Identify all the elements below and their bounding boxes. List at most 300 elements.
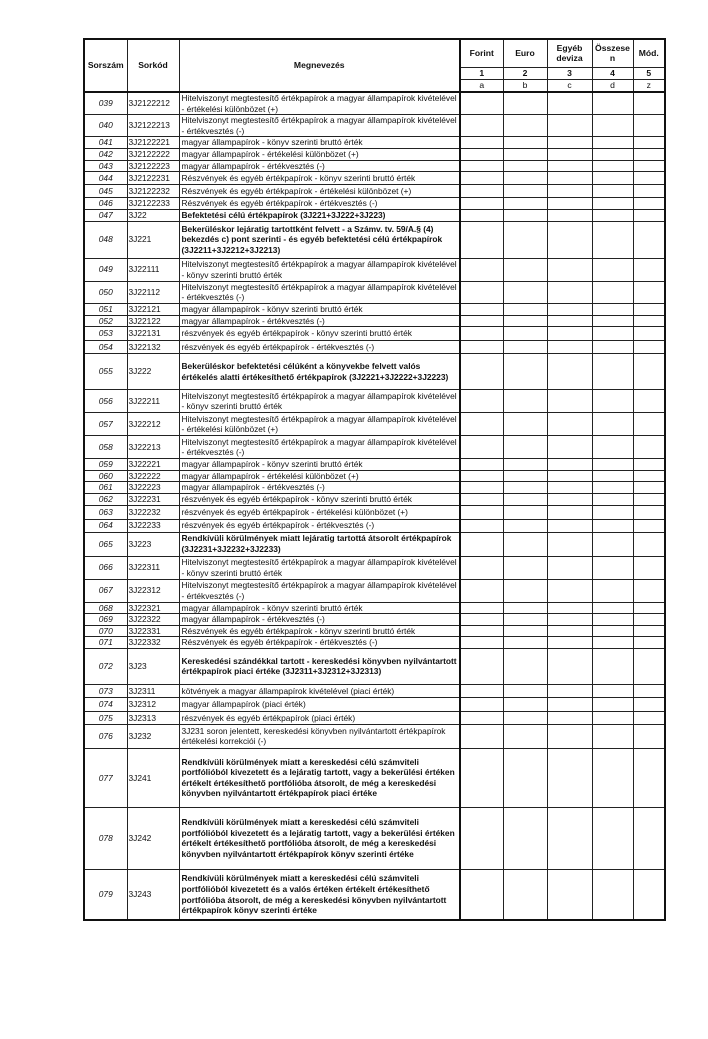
- row-name: Hitelviszonyt megtestesítő értékpapírok a magyar állampapírok kivételével - értékelési különbözet (+): [179, 413, 460, 436]
- cell-forint: [460, 505, 503, 519]
- cell-euro: [503, 354, 547, 390]
- cell-osszesen: [592, 258, 633, 281]
- row-number: 042: [84, 148, 127, 160]
- table-row: [84, 221, 665, 258]
- cell-forint: [460, 172, 503, 185]
- cell-forint: [460, 303, 503, 315]
- row-number: 071: [84, 637, 127, 649]
- cell-osszesen: [592, 413, 633, 436]
- cell-forint: [460, 198, 503, 210]
- row-code: 3J2313: [127, 711, 179, 724]
- header-sorkod: Sorkód: [127, 39, 179, 92]
- row-number: 064: [84, 519, 127, 532]
- cell-egyeb-deviza: [547, 505, 592, 519]
- table-row: [84, 327, 665, 341]
- row-number: 066: [84, 556, 127, 579]
- cell-osszesen: [592, 221, 633, 258]
- cell-forint: [460, 209, 503, 221]
- row-code: 3J222: [127, 354, 179, 390]
- row-number: 062: [84, 493, 127, 505]
- cell-mod: [633, 137, 665, 149]
- cell-osszesen: [592, 579, 633, 602]
- cell-mod: [633, 493, 665, 505]
- table-row: [84, 579, 665, 602]
- table-row: [84, 697, 665, 711]
- table-row: [84, 556, 665, 579]
- row-name: Rendkívüli körülmények miatt a kereskedési célú számviteli portfólióból kivezetett és a valós értéken értékelt értékesíthető portfólióba átsorolt, de még a kereskedési könyvben nyilvántartott értékpapírok könyv szerinti értéke: [179, 869, 460, 920]
- row-name: Rendkívüli körülmények miatt a kereskedési célú számviteli portfólióból kivezetett és a lejáratig tartott, vagy a bekerülési értéken értékelt értékesíthető portfólióba átsorolt, de még a kereskedési könyvben nyilvántartott értékpapírok könyv szerinti értéke: [179, 807, 460, 869]
- row-code: 3J22211: [127, 390, 179, 413]
- row-code: 3J22131: [127, 327, 179, 341]
- row-code: 3J2311: [127, 684, 179, 697]
- row-name: Hitelviszonyt megtestesítő értékpapírok a magyar állampapírok kivételével - értékelési különbözet (+): [179, 92, 460, 115]
- cell-forint: [460, 390, 503, 413]
- cell-osszesen: [592, 637, 633, 649]
- cell-mod: [633, 556, 665, 579]
- table-row: [84, 602, 665, 614]
- row-name: Hitelviszonyt megtestesítő értékpapírok a magyar állampapírok kivételével - könyv szerinti bruttó érték: [179, 556, 460, 579]
- cell-egyeb-deviza: [547, 697, 592, 711]
- cell-osszesen: [592, 556, 633, 579]
- cell-mod: [633, 724, 665, 748]
- cell-forint: [460, 519, 503, 532]
- cell-egyeb-deviza: [547, 532, 592, 556]
- row-name: Részvények és egyéb értékpapírok - értékelési különbözet (+): [179, 185, 460, 198]
- row-number: 046: [84, 198, 127, 210]
- cell-osszesen: [592, 684, 633, 697]
- header-letter-b: b: [503, 79, 547, 92]
- cell-mod: [633, 185, 665, 198]
- row-number: 059: [84, 459, 127, 471]
- header-megnevezes: Megnevezés: [179, 39, 460, 92]
- cell-mod: [633, 92, 665, 115]
- cell-euro: [503, 413, 547, 436]
- row-code: 3J22: [127, 209, 179, 221]
- cell-osszesen: [592, 327, 633, 341]
- table-row: [84, 505, 665, 519]
- cell-mod: [633, 303, 665, 315]
- cell-osszesen: [592, 459, 633, 471]
- cell-osszesen: [592, 92, 633, 115]
- row-name: magyar állampapírok - értékvesztés (-): [179, 315, 460, 327]
- cell-mod: [633, 341, 665, 354]
- cell-osszesen: [592, 172, 633, 185]
- row-code: 3J2122221: [127, 137, 179, 149]
- cell-mod: [633, 869, 665, 920]
- cell-osszesen: [592, 748, 633, 807]
- cell-euro: [503, 711, 547, 724]
- cell-osszesen: [592, 505, 633, 519]
- cell-forint: [460, 137, 503, 149]
- cell-forint: [460, 684, 503, 697]
- cell-egyeb-deviza: [547, 556, 592, 579]
- cell-egyeb-deviza: [547, 459, 592, 471]
- table-row: [84, 92, 665, 115]
- row-code: 3J22212: [127, 413, 179, 436]
- cell-osszesen: [592, 697, 633, 711]
- cell-osszesen: [592, 614, 633, 626]
- row-name: Részvények és egyéb értékpapírok - könyv szerinti bruttó érték: [179, 172, 460, 185]
- table-row: [84, 724, 665, 748]
- cell-euro: [503, 198, 547, 210]
- cell-euro: [503, 327, 547, 341]
- cell-mod: [633, 221, 665, 258]
- cell-egyeb-deviza: [547, 625, 592, 637]
- row-number: 053: [84, 327, 127, 341]
- row-code: 3J22222: [127, 470, 179, 482]
- cell-euro: [503, 303, 547, 315]
- table-row: [84, 436, 665, 459]
- row-name: Részvények és egyéb értékpapírok - értékvesztés (-): [179, 637, 460, 649]
- header-num-3: 3: [547, 67, 592, 79]
- table-row: [84, 115, 665, 137]
- row-number: 054: [84, 341, 127, 354]
- row-code: 3J2122222: [127, 148, 179, 160]
- cell-egyeb-deviza: [547, 519, 592, 532]
- cell-osszesen: [592, 602, 633, 614]
- row-number: 055: [84, 354, 127, 390]
- row-number: 058: [84, 436, 127, 459]
- cell-egyeb-deviza: [547, 579, 592, 602]
- cell-osszesen: [592, 869, 633, 920]
- cell-osszesen: [592, 493, 633, 505]
- row-name: részvények és egyéb értékpapírok - értékvesztés (-): [179, 341, 460, 354]
- table-row: [84, 470, 665, 482]
- cell-euro: [503, 748, 547, 807]
- row-code: 3J22111: [127, 258, 179, 281]
- cell-forint: [460, 281, 503, 303]
- row-number: 060: [84, 470, 127, 482]
- cell-mod: [633, 327, 665, 341]
- cell-forint: [460, 648, 503, 684]
- row-name: magyar állampapírok - értékvesztés (-): [179, 160, 460, 172]
- cell-euro: [503, 869, 547, 920]
- row-code: 3J22312: [127, 579, 179, 602]
- cell-euro: [503, 185, 547, 198]
- row-code: 3J223: [127, 532, 179, 556]
- row-code: 3J221: [127, 221, 179, 258]
- row-number: 049: [84, 258, 127, 281]
- cell-egyeb-deviza: [547, 341, 592, 354]
- cell-forint: [460, 532, 503, 556]
- row-name: részvények és egyéb értékpapírok - könyv szerinti bruttó érték: [179, 327, 460, 341]
- row-number: 056: [84, 390, 127, 413]
- row-name: Kereskedési szándékkal tartott - kereskedési könyvben nyilvántartott értékpapírok piaci értéke (3J2311+3J2312+3J2313): [179, 648, 460, 684]
- row-number: 040: [84, 115, 127, 137]
- cell-egyeb-deviza: [547, 221, 592, 258]
- cell-mod: [633, 160, 665, 172]
- cell-forint: [460, 115, 503, 137]
- table-row: [84, 258, 665, 281]
- cell-mod: [633, 637, 665, 649]
- row-name: Hitelviszonyt megtestesítő értékpapírok a magyar állampapírok kivételével - értékvesztés (-): [179, 115, 460, 137]
- row-number: 070: [84, 625, 127, 637]
- cell-egyeb-deviza: [547, 315, 592, 327]
- row-code: 3J2122223: [127, 160, 179, 172]
- cell-forint: [460, 637, 503, 649]
- row-name: magyar állampapírok - könyv szerinti bruttó érték: [179, 602, 460, 614]
- cell-euro: [503, 482, 547, 494]
- cell-egyeb-deviza: [547, 327, 592, 341]
- table-row: [84, 519, 665, 532]
- row-name: magyar állampapírok - értékelési különbözet (+): [179, 148, 460, 160]
- cell-egyeb-deviza: [547, 470, 592, 482]
- cell-mod: [633, 697, 665, 711]
- cell-egyeb-deviza: [547, 711, 592, 724]
- cell-forint: [460, 711, 503, 724]
- row-name: Hitelviszonyt megtestesítő értékpapírok a magyar állampapírok kivételével - könyv szerinti bruttó érték: [179, 258, 460, 281]
- cell-forint: [460, 92, 503, 115]
- row-number: 074: [84, 697, 127, 711]
- cell-forint: [460, 258, 503, 281]
- row-code: 3J2122212: [127, 92, 179, 115]
- cell-osszesen: [592, 519, 633, 532]
- table-row: [84, 482, 665, 494]
- cell-forint: [460, 869, 503, 920]
- cell-egyeb-deviza: [547, 648, 592, 684]
- cell-forint: [460, 315, 503, 327]
- cell-forint: [460, 724, 503, 748]
- cell-euro: [503, 341, 547, 354]
- cell-egyeb-deviza: [547, 390, 592, 413]
- table-row: [84, 614, 665, 626]
- cell-forint: [460, 807, 503, 869]
- row-code: 3J2122232: [127, 185, 179, 198]
- row-number: 047: [84, 209, 127, 221]
- cell-egyeb-deviza: [547, 684, 592, 697]
- header-egyeb-deviza: Egyéb deviza: [547, 39, 592, 67]
- table-row: [84, 315, 665, 327]
- cell-forint: [460, 148, 503, 160]
- cell-osszesen: [592, 711, 633, 724]
- cell-egyeb-deviza: [547, 92, 592, 115]
- row-number: 067: [84, 579, 127, 602]
- table-row: [84, 148, 665, 160]
- table-row: [84, 160, 665, 172]
- cell-egyeb-deviza: [547, 807, 592, 869]
- cell-egyeb-deviza: [547, 198, 592, 210]
- row-number: 073: [84, 684, 127, 697]
- cell-osszesen: [592, 341, 633, 354]
- table-row: [84, 354, 665, 390]
- cell-forint: [460, 341, 503, 354]
- row-number: 061: [84, 482, 127, 494]
- cell-mod: [633, 281, 665, 303]
- row-code: 3J22322: [127, 614, 179, 626]
- row-code: 3J242: [127, 807, 179, 869]
- cell-forint: [460, 160, 503, 172]
- cell-mod: [633, 579, 665, 602]
- row-number: 065: [84, 532, 127, 556]
- cell-mod: [633, 354, 665, 390]
- cell-mod: [633, 390, 665, 413]
- cell-euro: [503, 807, 547, 869]
- row-name: magyar állampapírok - értékvesztés (-): [179, 614, 460, 626]
- cell-egyeb-deviza: [547, 115, 592, 137]
- cell-euro: [503, 637, 547, 649]
- row-name: részvények és egyéb értékpapírok (piaci érték): [179, 711, 460, 724]
- cell-egyeb-deviza: [547, 354, 592, 390]
- cell-mod: [633, 614, 665, 626]
- cell-mod: [633, 413, 665, 436]
- cell-forint: [460, 185, 503, 198]
- cell-mod: [633, 532, 665, 556]
- row-number: 045: [84, 185, 127, 198]
- row-code: 3J22121: [127, 303, 179, 315]
- cell-euro: [503, 281, 547, 303]
- cell-euro: [503, 137, 547, 149]
- cell-egyeb-deviza: [547, 748, 592, 807]
- cell-osszesen: [592, 625, 633, 637]
- row-code: 3J2122233: [127, 198, 179, 210]
- row-code: 3J22233: [127, 519, 179, 532]
- cell-mod: [633, 648, 665, 684]
- cell-osszesen: [592, 198, 633, 210]
- row-name: részvények és egyéb értékpapírok - értékelési különbözet (+): [179, 505, 460, 519]
- row-name: magyar állampapírok - könyv szerinti bruttó érték: [179, 303, 460, 315]
- row-code: 3J22132: [127, 341, 179, 354]
- cell-mod: [633, 505, 665, 519]
- header-num-5: 5: [633, 67, 665, 79]
- header-forint: Forint: [460, 39, 503, 67]
- cell-egyeb-deviza: [547, 869, 592, 920]
- table-row: [84, 303, 665, 315]
- cell-mod: [633, 315, 665, 327]
- header-euro: Euro: [503, 39, 547, 67]
- cell-euro: [503, 258, 547, 281]
- cell-euro: [503, 172, 547, 185]
- table-row: [84, 281, 665, 303]
- cell-egyeb-deviza: [547, 724, 592, 748]
- cell-osszesen: [592, 137, 633, 149]
- row-name: Hitelviszonyt megtestesítő értékpapírok a magyar állampapírok kivételével - értékvesztés (-): [179, 579, 460, 602]
- cell-egyeb-deviza: [547, 493, 592, 505]
- table-row: [84, 341, 665, 354]
- table-row: [84, 869, 665, 920]
- row-name: Befektetési célú értékpapírok (3J221+3J222+3J223): [179, 209, 460, 221]
- table-row: [84, 209, 665, 221]
- cell-mod: [633, 258, 665, 281]
- cell-egyeb-deviza: [547, 482, 592, 494]
- row-code: 3J22122: [127, 315, 179, 327]
- row-number: 069: [84, 614, 127, 626]
- cell-forint: [460, 459, 503, 471]
- cell-euro: [503, 505, 547, 519]
- table-row: [84, 532, 665, 556]
- row-number: 076: [84, 724, 127, 748]
- cell-euro: [503, 209, 547, 221]
- table-row: [84, 413, 665, 436]
- row-code: 3J22311: [127, 556, 179, 579]
- cell-mod: [633, 519, 665, 532]
- cell-forint: [460, 614, 503, 626]
- cell-euro: [503, 92, 547, 115]
- row-code: 3J22232: [127, 505, 179, 519]
- cell-euro: [503, 493, 547, 505]
- cell-osszesen: [592, 532, 633, 556]
- cell-euro: [503, 532, 547, 556]
- cell-forint: [460, 579, 503, 602]
- header-mod: Mód.: [633, 39, 665, 67]
- cell-osszesen: [592, 807, 633, 869]
- row-code: 3J2312: [127, 697, 179, 711]
- cell-mod: [633, 172, 665, 185]
- cell-egyeb-deviza: [547, 258, 592, 281]
- cell-egyeb-deviza: [547, 602, 592, 614]
- cell-mod: [633, 459, 665, 471]
- row-name: Bekerüléskor lejáratig tartottként felvett - a Számv. tv. 59/A.§ (4) bekezdés c) pont szerinti - és egyéb befektetési célú értékpapírok (3J2211+3J2212+3J2213): [179, 221, 460, 258]
- cell-euro: [503, 556, 547, 579]
- row-name: magyar állampapírok - könyv szerinti bruttó érték: [179, 459, 460, 471]
- row-number: 078: [84, 807, 127, 869]
- cell-egyeb-deviza: [547, 209, 592, 221]
- cell-osszesen: [592, 470, 633, 482]
- cell-egyeb-deviza: [547, 172, 592, 185]
- table-row: [84, 390, 665, 413]
- cell-euro: [503, 436, 547, 459]
- header-num-1: 1: [460, 67, 503, 79]
- table-row: [84, 711, 665, 724]
- cell-osszesen: [592, 354, 633, 390]
- header-num-2: 2: [503, 67, 547, 79]
- table-body: [84, 92, 665, 920]
- row-number: 063: [84, 505, 127, 519]
- row-code: 3J22332: [127, 637, 179, 649]
- table-row: [84, 493, 665, 505]
- cell-forint: [460, 556, 503, 579]
- row-name: Részvények és egyéb értékpapírok - értékvesztés (-): [179, 198, 460, 210]
- row-name: magyar állampapírok - értékelési különbözet (+): [179, 470, 460, 482]
- cell-egyeb-deviza: [547, 281, 592, 303]
- cell-euro: [503, 519, 547, 532]
- row-number: 079: [84, 869, 127, 920]
- cell-forint: [460, 221, 503, 258]
- row-name: magyar állampapírok (piaci érték): [179, 697, 460, 711]
- table-row: [84, 684, 665, 697]
- row-number: 057: [84, 413, 127, 436]
- row-name: magyar állampapírok - könyv szerinti bruttó érték: [179, 137, 460, 149]
- cell-mod: [633, 748, 665, 807]
- row-code: 3J241: [127, 748, 179, 807]
- row-name: 3J231 soron jelentett, kereskedési könyvben nyilvántartott értékpapírok értékelési korrekciói (-): [179, 724, 460, 748]
- cell-egyeb-deviza: [547, 614, 592, 626]
- cell-mod: [633, 115, 665, 137]
- table-row: [84, 807, 665, 869]
- row-code: 3J22231: [127, 493, 179, 505]
- cell-euro: [503, 390, 547, 413]
- cell-euro: [503, 697, 547, 711]
- cell-euro: [503, 625, 547, 637]
- cell-euro: [503, 684, 547, 697]
- row-code: 3J22112: [127, 281, 179, 303]
- cell-forint: [460, 327, 503, 341]
- cell-egyeb-deviza: [547, 303, 592, 315]
- cell-mod: [633, 807, 665, 869]
- cell-egyeb-deviza: [547, 637, 592, 649]
- row-name: részvények és egyéb értékpapírok - könyv szerinti bruttó érték: [179, 493, 460, 505]
- header-letter-d: d: [592, 79, 633, 92]
- cell-egyeb-deviza: [547, 160, 592, 172]
- cell-egyeb-deviza: [547, 148, 592, 160]
- cell-mod: [633, 470, 665, 482]
- row-name: Részvények és egyéb értékpapírok - könyv szerinti bruttó érték: [179, 625, 460, 637]
- header-sorszam: Sorszám: [84, 39, 127, 92]
- cell-euro: [503, 115, 547, 137]
- row-name: kötvények a magyar állampapírok kivételével (piaci érték): [179, 684, 460, 697]
- row-code: 3J22331: [127, 625, 179, 637]
- cell-osszesen: [592, 148, 633, 160]
- row-name: Rendkívüli körülmények miatt lejáratig tartottá átsorolt értékpapírok (3J2231+3J2232+3J2233): [179, 532, 460, 556]
